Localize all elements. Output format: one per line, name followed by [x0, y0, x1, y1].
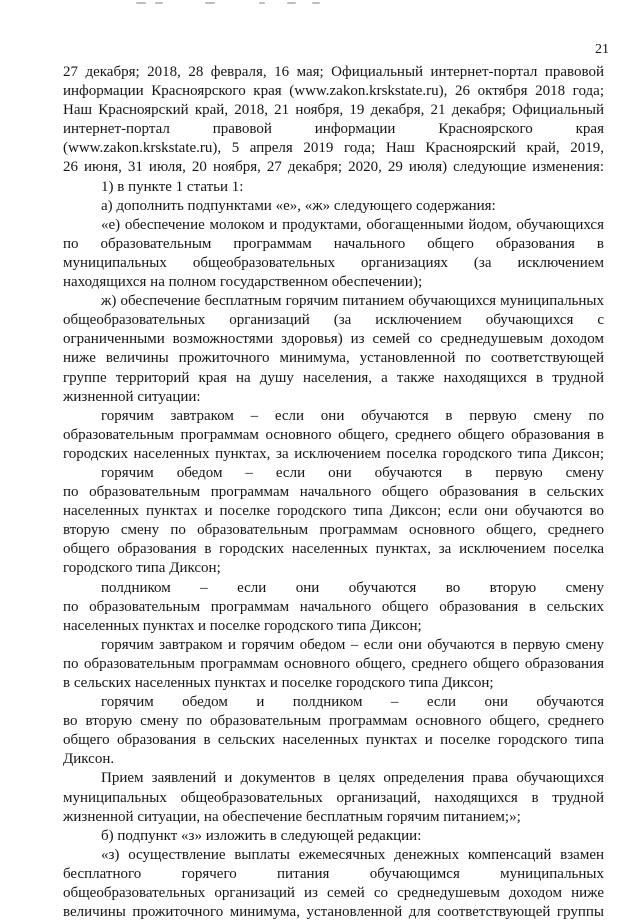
- text-line: (www.zakon.krskstate.ru), 5 апреля 2019 года; Наш Красноярский край, 2019,: [63, 140, 604, 157]
- text-line: жизненной ситуации, на обеспечение бесплатным горячим питанием;»;: [63, 808, 521, 825]
- text-line: по образовательным программам начального общего образования в сельских: [63, 484, 604, 501]
- text-line: Прием заявлений и документов в целях определения права обучающихся: [101, 770, 604, 787]
- text-line: ниже величины прожиточного минимума, установленной по соответствующей: [63, 350, 604, 367]
- text-line: образовательным программам основного общего, среднего общего образования в: [63, 426, 604, 443]
- text-line: по образовательным программам начального общего образования в сельских: [63, 598, 604, 615]
- text-line: «е) обеспечение молоком и продуктами, обогащенными йодом, обучающихся: [101, 216, 604, 233]
- text-line: группе территорий края на душу населения, а также находящихся в трудной: [63, 369, 604, 386]
- text-line: горячим обедом – если они обучаются в первую смену: [101, 464, 604, 481]
- text-line: б) подпункт «з» изложить в следующей редакции:: [101, 827, 422, 844]
- text-line: 26 июня, 31 июля, 20 ноября, 27 декабря; 2020, 29 июля) следующие изменения:: [63, 159, 604, 176]
- page-number: 21: [595, 42, 609, 57]
- text-line: горячим завтраком и горячим обедом – если они обучаются в первую смену: [101, 636, 604, 653]
- text-line: «з) осуществление выплаты ежемесячных денежных компенсаций взамен: [101, 846, 604, 863]
- text-line: общеобразовательных организаций из семей со среднедушевым доходом ниже: [63, 885, 604, 902]
- document-body: [63, 63, 604, 922]
- text-line: ограниченными возможностями здоровья) из семей со среднедушевым доходом: [63, 331, 604, 348]
- text-line: муниципальных общеобразовательных организаций, находящихся в трудной: [63, 789, 604, 806]
- text-line: 27 декабря; 2018, 28 февраля, 16 мая; Официальный интернет-портал правовой: [63, 64, 604, 80]
- text-line: общего образования в городских населенных пунктах, за исключением поселка: [63, 541, 604, 558]
- text-line: населенных пунктах и поселке городского типа Диксон; если они обучаются во: [63, 503, 604, 520]
- text-line: интернет-портал правовой информации Красноярского края: [63, 121, 604, 138]
- text-line: величины прожиточного минимума, установленной для соответствующей группы: [63, 904, 604, 921]
- text-line: городского типа Диксон;: [63, 560, 221, 577]
- text-line: Наш Красноярский край, 2018, 21 ноября, 19 декабря, 21 декабря; Официальный: [63, 102, 604, 119]
- text-line: вторую смену по образовательным программам основного общего, среднего: [63, 522, 604, 539]
- text-line: бесплатного горячего питания обучающимся муниципальных: [63, 865, 604, 882]
- text-line: общеобразовательных организаций (за исключением обучающихся с: [63, 312, 604, 329]
- text-line: населенных пунктах и поселке городского типа Диксон;: [63, 617, 422, 634]
- text-line: находящихся на полном государственном обеспечении);: [63, 274, 423, 291]
- text-line: Диксон.: [63, 751, 115, 768]
- text-line: горячим обедом и полдником – если они обучаются: [101, 694, 604, 711]
- text-line: ж) обеспечение бесплатным горячим питанием обучающихся муниципальных: [101, 293, 604, 310]
- text-line: 1) в пункте 1 статьи 1:: [101, 178, 244, 195]
- text-line: информации Красноярского края (www.zakon.krskstate.ru), 26 октября 2018 года;: [63, 83, 604, 100]
- text-line: полдником – если они обучаются во вторую смену: [101, 579, 604, 596]
- text-line: городских населенных пунктах, за исключением поселка городского типа Диксон;: [63, 445, 604, 462]
- text-line: в сельских населенных пунктах и поселке городского типа Диксон;: [63, 675, 494, 691]
- scan-artifact-marks: [0, 0, 640, 8]
- text-line: по образовательным программам начального общего образования в: [63, 235, 604, 252]
- text-line: горячим завтраком – если они обучаются в первую смену по: [101, 407, 604, 424]
- text-line: во вторую смену по образовательным программам основного общего, среднего: [63, 713, 604, 730]
- text-line: жизненной ситуации:: [63, 388, 201, 405]
- text-line: муниципальных общеобразовательных организациях (за исключением: [63, 254, 604, 271]
- text-line: а) дополнить подпунктами «е», «ж» следующего содержания:: [101, 197, 496, 214]
- text-line: по образовательным программам основного общего, среднего общего образования: [63, 655, 604, 672]
- text-line: общего образования в сельских населенных пунктах и поселке городского типа: [63, 732, 604, 749]
